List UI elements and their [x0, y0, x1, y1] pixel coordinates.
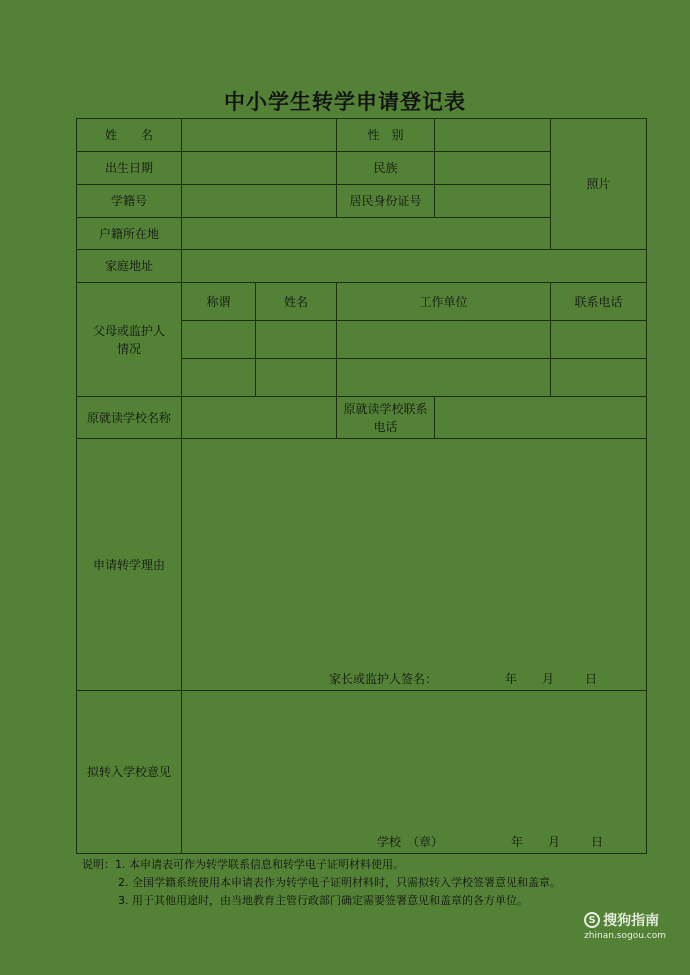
id-number-field[interactable] [435, 185, 551, 218]
orig-school-phone-label: 原就读学校联系 电话 [337, 397, 435, 439]
school-seal-label: 学校 （章） [377, 835, 444, 849]
guardian2-name-field[interactable] [256, 359, 337, 397]
watermark-brand: 搜狗指南 [603, 913, 660, 929]
guardian2-phone-field[interactable] [551, 359, 647, 397]
guardian1-name-field[interactable] [256, 321, 337, 359]
name-label: 姓 名 [77, 119, 182, 152]
parent-sign-label: 家长或监护人签名： [329, 672, 438, 686]
guardian-name-header: 姓名 [256, 283, 337, 321]
reason-field[interactable] [182, 439, 647, 691]
household-label: 户籍所在地 [77, 218, 182, 250]
watermark [584, 910, 666, 941]
orig-school-phone-field[interactable] [435, 397, 647, 439]
form-title: 中小学生转学申请登记表 [224, 89, 466, 114]
birthdate-label: 出生日期 [77, 152, 182, 185]
ethnicity-field[interactable] [435, 152, 551, 185]
reason-day-label: 日 [585, 672, 598, 686]
address-label: 家庭地址 [77, 250, 182, 283]
opinion-month-label: 月 [548, 835, 561, 849]
relation-header: 称谓 [182, 283, 256, 321]
orig-school-label: 原就读学校名称 [77, 397, 182, 439]
guardian-section-label: 父母或监护人 情况 [77, 283, 182, 397]
contact-phone-header: 联系电话 [551, 283, 647, 321]
household-field[interactable] [182, 218, 551, 250]
gender-field[interactable] [435, 119, 551, 152]
name-field[interactable] [182, 119, 337, 152]
notes-section [82, 856, 561, 910]
target-opinion-field[interactable] [182, 691, 647, 854]
orig-school-field[interactable] [182, 397, 337, 439]
reason-month-label: 月 [542, 672, 555, 686]
reason-year-label: 年 [505, 672, 518, 686]
note-1: 说明：1. 本申请表可作为转学联系信息和转学电子证明材料使用。 [82, 858, 404, 871]
registration-form [76, 118, 647, 854]
opinion-day-label: 日 [591, 835, 604, 849]
guardian1-workplace-field[interactable] [337, 321, 551, 359]
birthdate-field[interactable] [182, 152, 337, 185]
guardian1-relation-field[interactable] [182, 321, 256, 359]
opinion-year-label: 年 [511, 835, 524, 849]
address-field[interactable] [182, 250, 647, 283]
photo-cell[interactable]: 照片 [551, 119, 647, 250]
ethnicity-label: 民族 [337, 152, 435, 185]
student-id-label: 学籍号 [77, 185, 182, 218]
gender-label: 性 别 [337, 119, 435, 152]
parent-signature-line [182, 670, 646, 688]
id-number-label: 居民身份证号 [337, 185, 435, 218]
workplace-header: 工作单位 [337, 283, 551, 321]
guardian2-relation-field[interactable] [182, 359, 256, 397]
reason-label: 申请转学理由 [77, 439, 182, 691]
note-2: 2. 全国学籍系统使用本申请表作为转学电子证明材料时，只需拟转入学校签署意见和盖章。 [118, 876, 561, 889]
guardian2-workplace-field[interactable] [337, 359, 551, 397]
school-seal-line [182, 833, 646, 851]
guardian1-phone-field[interactable] [551, 321, 647, 359]
student-id-field[interactable] [182, 185, 337, 218]
watermark-url: zhinan.sogou.com [584, 931, 666, 941]
sogou-logo-icon: S [584, 912, 600, 928]
target-opinion-label: 拟转入学校意见 [77, 691, 182, 854]
note-3: 3. 用于其他用途时，由当地教育主管行政部门确定需要签署意见和盖章的各方单位。 [118, 894, 528, 907]
